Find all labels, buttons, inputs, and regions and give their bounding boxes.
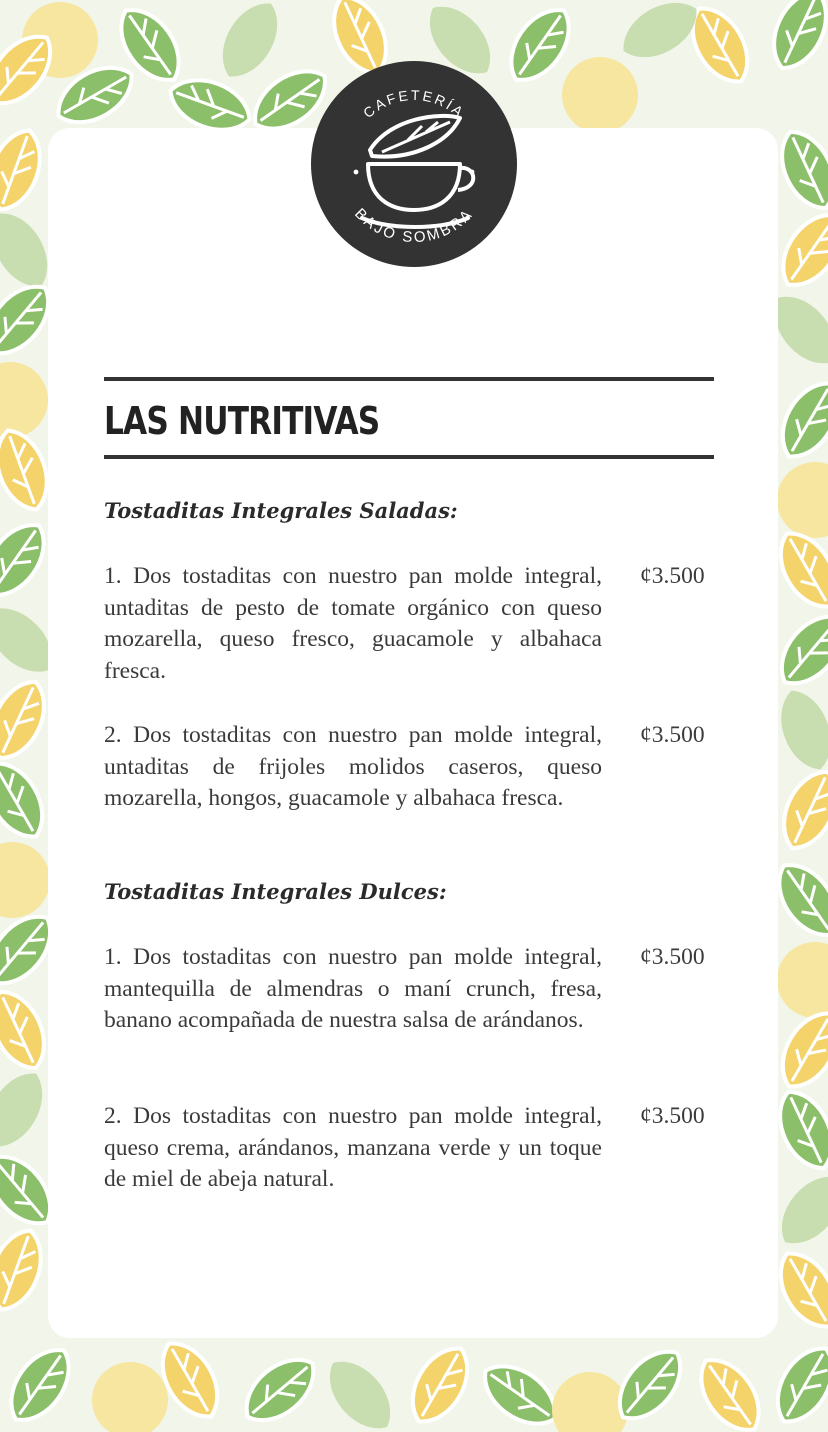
logo-top-text: CAFETERÍA bbox=[359, 86, 469, 122]
section-bottom-rule bbox=[104, 455, 714, 459]
menu-item-description: 2. Dos tostaditas con nuestro pan molde integral, queso crema, arándanos, manzana verde y un toque de miel de abeja natural. bbox=[104, 1103, 602, 1193]
section-top-rule bbox=[104, 377, 714, 381]
cafe-logo bbox=[310, 60, 518, 268]
menu-item-description: 1. Dos tostaditas con nuestro pan molde integral, mantequilla de almendras o maní crunch, fresa, banano acompañada de nuestra salsa de arándanos. bbox=[104, 944, 602, 1034]
menu-item-price: ¢3.500 bbox=[640, 563, 705, 589]
menu-item-description: 1. Dos tostaditas con nuestro pan molde integral, untaditas de pesto de tomate orgánico con queso mozarella, queso fresco, guacamole y albahaca fresca. bbox=[104, 563, 602, 684]
group-heading-dulces: Tostaditas Integrales Dulces: bbox=[104, 879, 447, 904]
group-heading-saladas: Tostaditas Integrales Saladas: bbox=[104, 498, 458, 523]
menu-item-price: ¢3.500 bbox=[640, 944, 705, 970]
logo-bottom-text: BAJO SOMBRA bbox=[351, 205, 477, 247]
section-title: LAS NUTRITIVAS bbox=[104, 399, 380, 443]
menu-item-description: 2. Dos tostaditas con nuestro pan molde integral, untaditas de frijoles molidos caseros, queso mozarella, hongos, guacamole y albahaca fresca. bbox=[104, 722, 602, 812]
menu-item-price: ¢3.500 bbox=[640, 722, 705, 748]
menu-item-price: ¢3.500 bbox=[640, 1103, 705, 1129]
